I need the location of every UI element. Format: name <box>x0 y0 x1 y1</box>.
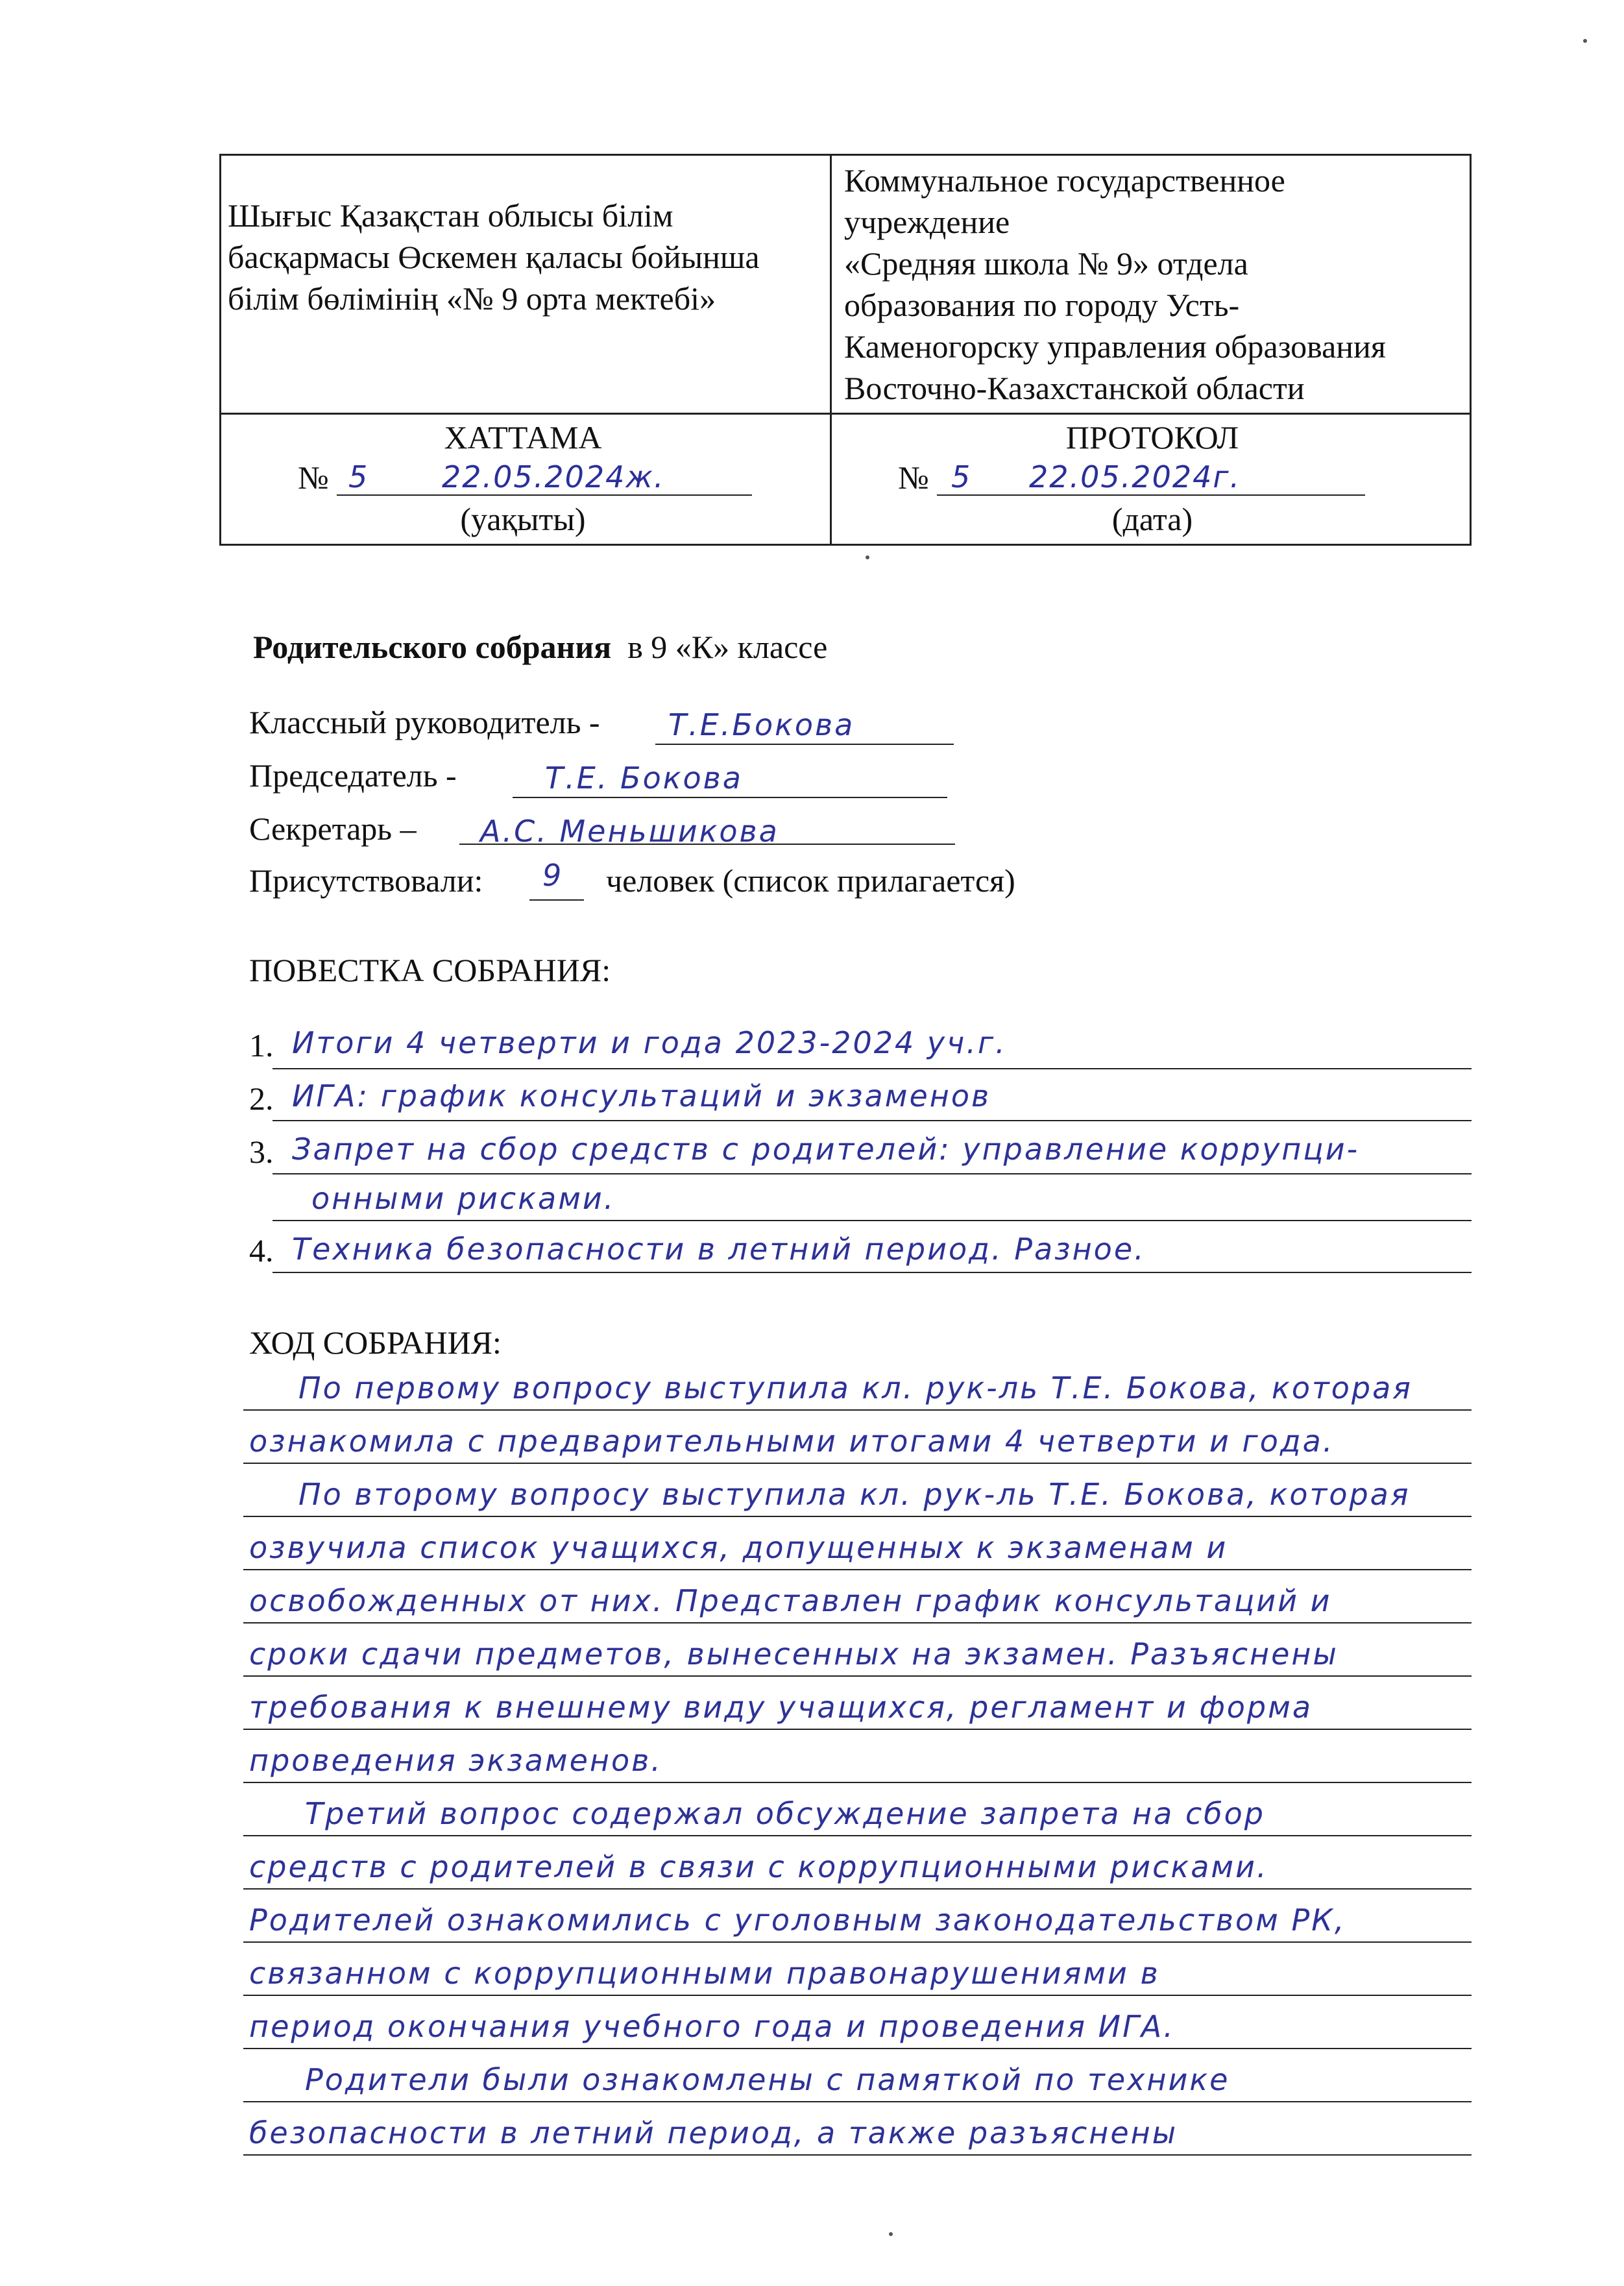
proceedings-rule <box>243 1622 1472 1623</box>
proceedings-line: сроки сдачи предметов, вынесенных на экзамен. Разъяснены <box>249 1636 1339 1672</box>
present-underline <box>529 899 584 901</box>
agenda-item-text: Запрет на сбор средств с родителей: управление коррупци- <box>292 1132 1360 1167</box>
present-label: Присутствовали: <box>249 862 483 899</box>
agenda-item-number: 4. <box>249 1232 274 1269</box>
proceedings-rule <box>243 2101 1472 2102</box>
chair-underline <box>513 797 947 798</box>
proceedings-line: Родители были ознакомлены с памяткой по технике <box>305 2062 1230 2097</box>
scan-speck <box>1583 39 1587 43</box>
agenda-item-text: онными рисками. <box>311 1181 616 1216</box>
proceedings-line: требования к внешнему виду учащихся, регламент и форма <box>249 1690 1313 1725</box>
ru-date: 22.05.2024г. <box>1029 459 1241 494</box>
proceedings-line: средств с родителей в связи с коррупционными рисками. <box>249 1849 1268 1884</box>
proceedings-rule <box>243 1463 1472 1464</box>
agenda-item-text: ИГА: график консультаций и экзаменов <box>292 1078 991 1113</box>
teacher-underline <box>655 744 954 745</box>
proceedings-rule <box>243 2154 1472 2156</box>
kz-number-underline <box>337 494 752 496</box>
kz-number: 5 <box>348 459 369 494</box>
ru-doc-title: ПРОТОКОЛ <box>1065 419 1239 456</box>
proceedings-rule <box>243 1569 1472 1570</box>
proceedings-line: освобожденных от них. Представлен график консультаций и <box>249 1583 1332 1618</box>
proceedings-line: По первому вопросу выступила кл. рук-ль Т.Е. Бокова, которая <box>298 1370 1412 1405</box>
proceedings-heading: ХОД СОБРАНИЯ: <box>249 1324 502 1361</box>
proceedings-rule <box>243 1675 1472 1677</box>
proceedings-rule <box>243 1516 1472 1517</box>
agenda-rule <box>273 1220 1472 1221</box>
proceedings-line: период окончания учебного года и проведения ИГА. <box>249 2009 1175 2044</box>
secretary-label: Секретарь – <box>249 810 417 847</box>
agenda-rule <box>273 1120 1472 1121</box>
school-name-kz: Шығыс Қазақстан облысы білім басқармасы Өскемен қаласы бойынша білім бөлімінің «№ 9 орта мектебі» <box>228 197 760 317</box>
present-suffix: человек (список прилагается) <box>606 862 1015 899</box>
teacher-label: Классный руководитель - <box>249 704 600 740</box>
proceedings-line: Третий вопрос содержал обсуждение запрета на сбор <box>305 1796 1265 1831</box>
agenda-item-text: Техника безопасности в летний период. Разное. <box>292 1232 1146 1267</box>
proceedings-line: Родителей ознакомились с уголовным законодательством РК, <box>249 1903 1346 1938</box>
agenda-rule <box>273 1173 1472 1174</box>
agenda-rule <box>273 1272 1472 1273</box>
proceedings-rule <box>243 1729 1472 1730</box>
scan-speck <box>866 555 869 559</box>
present-value: 9 <box>542 858 564 893</box>
teacher-value: Т.Е.Бокова <box>668 707 855 742</box>
proceedings-rule <box>243 1941 1472 1943</box>
secretary-value: А.С. Меньшикова <box>480 814 779 849</box>
proceedings-line: связанном с коррупционными правонарушениями в <box>249 1956 1160 1991</box>
kz-date-caption: (уақыты) <box>460 501 586 537</box>
school-name-ru: Коммунальное государственное учреждение «Средняя школа № 9» отдела образования по городу Усть- Каменогорску управления образования Восточно-Казахстанской области <box>844 162 1386 406</box>
scan-speck <box>889 2232 893 2236</box>
kz-number-sign: № <box>298 459 329 496</box>
kz-date: 22.05.2024ж. <box>442 459 665 494</box>
meeting-title: Родительского собрания в 9 «К» классе <box>253 629 828 665</box>
proceedings-rule <box>243 1782 1472 1783</box>
chair-label: Председатель - <box>249 757 457 794</box>
proceedings-rule <box>243 1995 1472 1996</box>
proceedings-line: озвучила список учащихся, допущенных к экзаменам и <box>249 1530 1228 1565</box>
ru-number-underline <box>937 494 1365 496</box>
agenda-item-text: Итоги 4 четверти и года 2023-2024 уч.г. <box>292 1025 1007 1060</box>
agenda-item-number: 1. <box>249 1027 274 1064</box>
proceedings-rule <box>243 1835 1472 1836</box>
proceedings-rule <box>243 2048 1472 2049</box>
kz-doc-title: ХАТТАМА <box>444 419 602 456</box>
proceedings-line: По второму вопросу выступила кл. рук-ль Т.Е. Бокова, которая <box>298 1477 1411 1512</box>
ru-date-caption: (дата) <box>1111 501 1193 537</box>
agenda-heading: ПОВЕСТКА СОБРАНИЯ: <box>249 952 611 988</box>
ru-number: 5 <box>951 459 972 494</box>
proceedings-line: ознакомила с предварительными итогами 4 четверти и года. <box>249 1424 1335 1459</box>
chair-value: Т.Е. Бокова <box>545 760 743 796</box>
agenda-item-number: 3. <box>249 1134 274 1170</box>
header-table <box>219 154 1472 546</box>
proceedings-line: проведения экзаменов. <box>249 1743 662 1778</box>
proceedings-rule <box>243 1409 1472 1411</box>
table-divider <box>221 413 1470 415</box>
ru-number-sign: № <box>898 459 929 496</box>
agenda-item-number: 2. <box>249 1080 274 1117</box>
proceedings-rule <box>243 1888 1472 1890</box>
agenda-rule <box>273 1068 1472 1069</box>
table-divider <box>830 156 832 544</box>
proceedings-line: безопасности в летний период, а также разъяснены <box>249 2115 1178 2150</box>
